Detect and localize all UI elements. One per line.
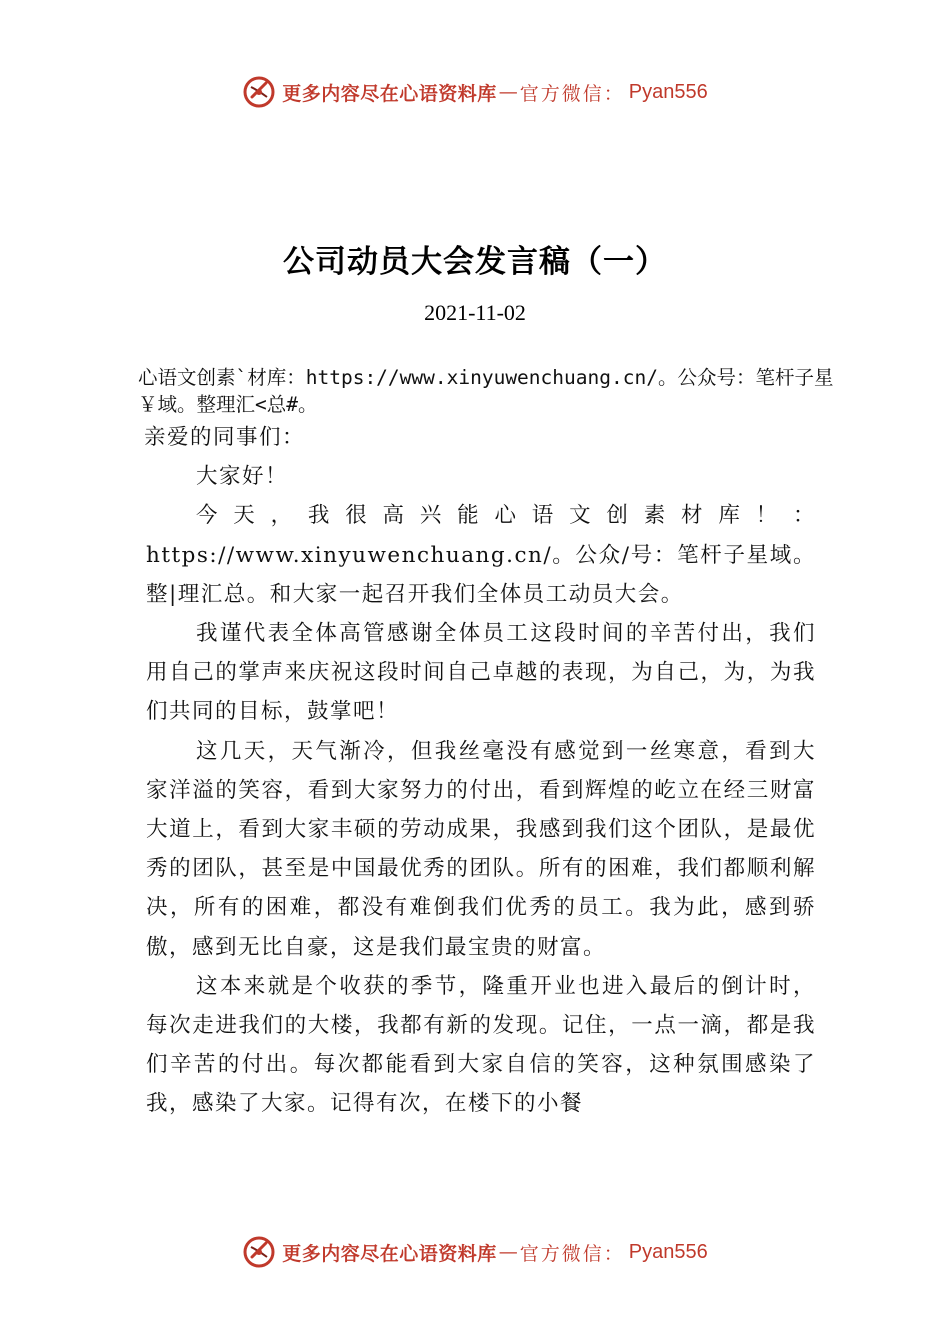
paragraph: 大家好！: [196, 464, 289, 490]
banner-label: 官方微信：: [519, 1242, 625, 1265]
brand-logo-icon: [242, 1235, 276, 1269]
paragraph: 这几天，天气渐冷，但我丝毫没有感觉到一丝寒意，看到大家洋溢的笑容，看到大家努力的付出，看到辉煌的屹立在经三财富大道上，看到大家丰硕的劳动成果，我感到我们这个团队，是最优秀的团队，甚至是中国最优秀的团队。所有的困难，我们都顺利解决，所有的困难，都没有难倒我们优秀的员工。我为此，感到骄傲，感到无比自豪，这是我们最宝贵的财富。: [146, 738, 816, 960]
banner-main-text: 更多内容尽在心语资料库: [282, 1242, 497, 1265]
paragraph: 这本来就是个收获的季节，隆重开业也进入最后的倒计时，每次走进我们的大楼，我都有新的发现。记住，一点一滴，都是我们辛苦的付出。每次都能看到大家自信的笑容，这种氛围感染了我，感染了大家。记得有次，在楼下的小餐: [146, 973, 816, 1117]
header-banner: [0, 72, 950, 112]
brand-logo-icon: [242, 75, 276, 109]
paragraph: 我谨代表全体高管感谢全体员工这段时间的辛苦付出，我们用自己的掌声来庆祝这段时间自己卓越的表现，为自己，为，为我们共同的目标，鼓掌吧！: [146, 621, 816, 725]
banner-wechat-id: Pyan556: [628, 1240, 708, 1263]
salutation: 亲爱的同事们：: [144, 425, 306, 450]
banner-separator: —: [498, 1241, 518, 1263]
banner-main-text: 更多内容尽在心语资料库: [282, 82, 497, 105]
banner-wechat-id: Pyan556: [628, 80, 708, 103]
paragraph: 今天，我很高兴能心语文创素材库！：https://www.xinyuwenchuang.cn/。公众/号：笔杆子星域。整|理汇总。和大家一起召开我们全体员工动员大会。: [146, 503, 816, 607]
page-title: 公司动员大会发言稿（一）: [283, 244, 667, 280]
watermark-text: 心语文创素`材库：https://www.xinyuwenchuang.cn/。公众号：笔杆子星￥域。整理汇<总#。: [138, 366, 834, 416]
banner-label: 官方微信：: [519, 82, 625, 105]
document-date: 2021-11-02: [424, 300, 526, 325]
footer-banner: [0, 1232, 950, 1272]
banner-separator: —: [498, 81, 518, 103]
document-body: [146, 418, 816, 1124]
